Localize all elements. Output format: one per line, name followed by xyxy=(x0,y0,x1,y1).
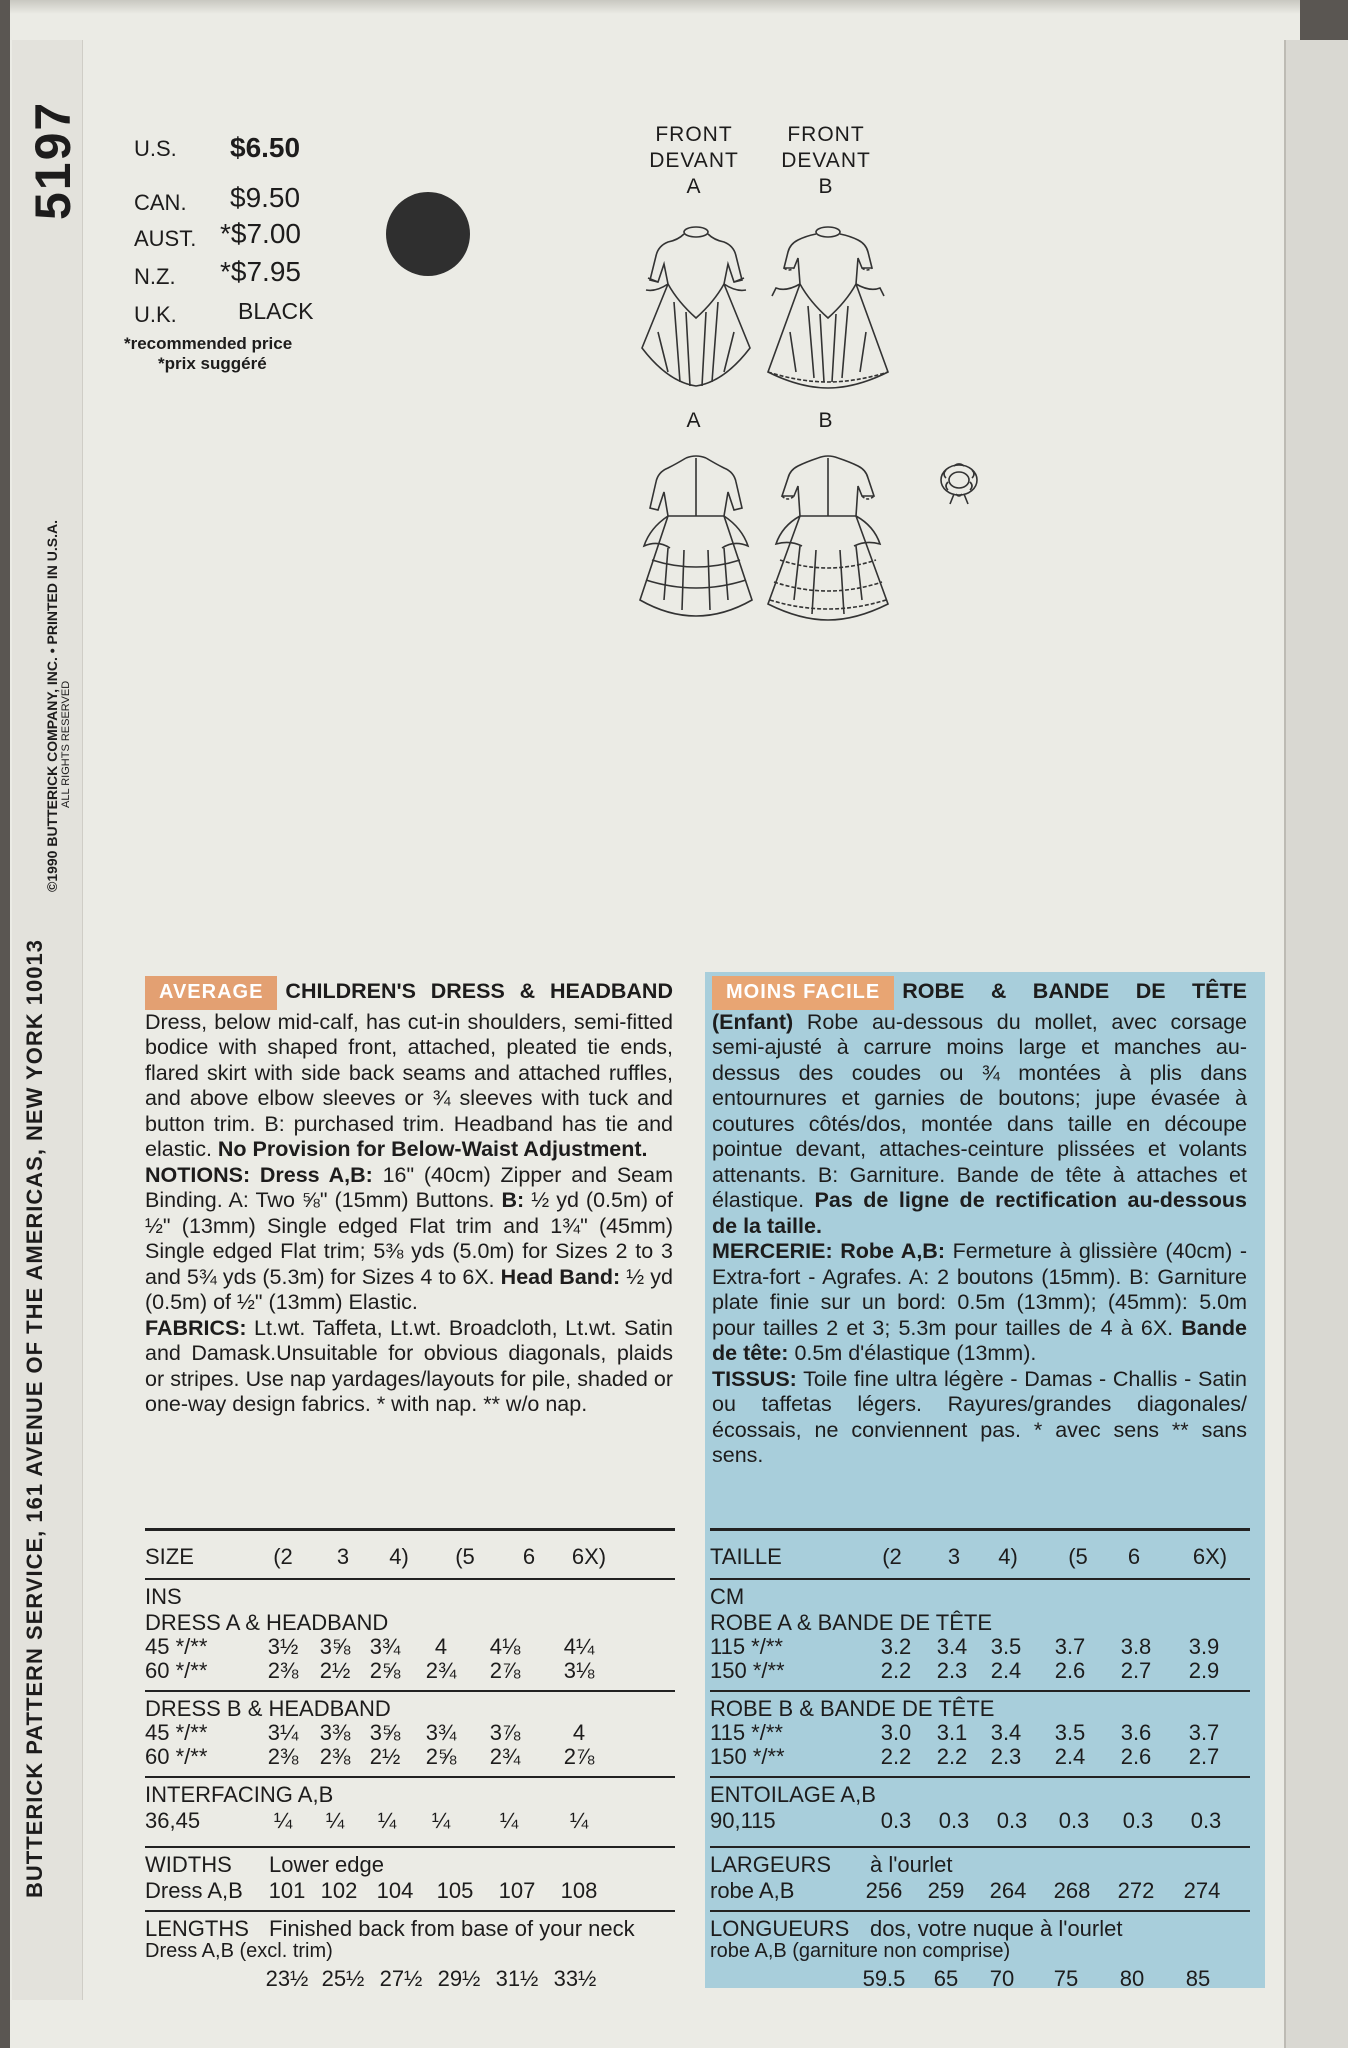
yardage-row xyxy=(710,1720,1250,1746)
value-cell: 2⅞ xyxy=(563,1744,595,1769)
copyright-line: ©1990 BUTTERICK COMPANY, INC. • PRINTED IN U.S.A. xyxy=(44,519,60,892)
view-label-front-b: FRONT DEVANT B xyxy=(781,123,871,198)
value-cell: 2½ xyxy=(369,1744,401,1769)
value-cell: 105 xyxy=(436,1878,474,1903)
chart-rule xyxy=(710,1846,1250,1848)
value-cell: 256 xyxy=(865,1878,903,1903)
yardage-row xyxy=(710,1878,1250,1904)
chart-rule xyxy=(710,1776,1250,1778)
unit-label: CM xyxy=(710,1584,745,1609)
value-cell: 0.3 xyxy=(1058,1808,1090,1833)
english-description-text: Dress, below mid-calf, has cut-in shoulders, semi-fitted bodice with shaped front, attached, pleated tie ends, flared skirt with side back seams and attached ruffles, and above elbow sleeves or ¾ sleeves with tuck and button trim. B: purchased trim. Headband has tie and elastic. xyxy=(145,1009,673,1161)
value-cell: 264 xyxy=(989,1878,1027,1903)
french-fabrics-label: TISSUS: xyxy=(712,1366,797,1391)
french-fabrics-text: Toile fine ultra légère - Damas - Challis - Satin ou taffetas légers. Rayures/grandes diagonales/écossais, ne conviennent pas. * avec sens ** sans sens. xyxy=(712,1366,1247,1467)
french-description xyxy=(712,976,1247,1469)
value-cell: 2.4 xyxy=(990,1658,1022,1683)
dress-b-front-illustration xyxy=(760,222,896,392)
value-cell: 3.8 xyxy=(1120,1634,1152,1659)
value-cell: 25½ xyxy=(321,1966,365,1991)
envelope-flap xyxy=(1284,40,1348,2048)
interfacing-label: INTERFACING A,B xyxy=(145,1782,334,1807)
chart-rule xyxy=(710,1910,1250,1912)
english-description xyxy=(145,976,673,1418)
english-notions-dress-label: Dress A,B: xyxy=(259,1162,373,1187)
value-cell: 0.3 xyxy=(880,1808,912,1833)
value-cell: 3.5 xyxy=(1054,1720,1086,1745)
size-cell: 6X) xyxy=(571,1544,607,1569)
value-cell: 3⅜ xyxy=(319,1720,351,1745)
row-label: 115 */** xyxy=(710,1720,783,1745)
value-cell: 2.9 xyxy=(1188,1658,1220,1683)
chart-rule xyxy=(710,1578,1250,1580)
value-cell: ¼ xyxy=(569,1808,589,1833)
value-cell: 108 xyxy=(560,1878,598,1903)
view-label-back-a: A xyxy=(686,409,702,432)
widths-label: WIDTHS xyxy=(145,1852,232,1877)
yardage-row xyxy=(145,1878,675,1904)
french-notions-text1: Fermeture à glissière (40cm) - Extra-fort - Agrafes. A: 2 boutons (15mm). B: Garniture plate finie sur un bord: 0.5m (13mm); (45mm): 5.0m pour tailles 2 et 3; 5.3m pour tailles de 4 à 6X. xyxy=(712,1239,1247,1340)
french-subtitle: (Enfant) xyxy=(712,1009,794,1034)
size-cell: (5 xyxy=(455,1544,475,1569)
value-cell: 2.6 xyxy=(1054,1658,1086,1683)
dress-a-back-illustration xyxy=(628,450,764,620)
value-cell: 0.3 xyxy=(1122,1808,1154,1833)
difficulty-badge-moins-facile: MOINS FACILE xyxy=(712,976,894,1010)
headband-illustration xyxy=(934,460,984,506)
difficulty-badge-average: AVERAGE xyxy=(145,976,277,1010)
view-label-front-a: FRONT DEVANT A xyxy=(649,123,739,198)
value-cell: 2.7 xyxy=(1188,1744,1220,1769)
yardage-row xyxy=(710,1658,1250,1684)
yardage-row xyxy=(145,1634,675,1660)
value-cell: 2¾ xyxy=(489,1744,521,1769)
value-cell: 102 xyxy=(320,1878,358,1903)
lengths-row-label: Dress A,B (excl. trim) xyxy=(145,1940,333,1962)
publisher-address: BUTTERICK PATTERN SERVICE, 161 AVENUE OF THE AMERICAS, NEW YORK 10013 xyxy=(22,939,47,1898)
size-cell: 6X) xyxy=(1192,1544,1228,1569)
value-cell: 2.4 xyxy=(1054,1744,1086,1769)
chart-rule xyxy=(145,1910,675,1912)
view-label-back-b: B xyxy=(818,409,834,432)
yardage-row xyxy=(710,1634,1250,1660)
size-cell: 4) xyxy=(389,1544,409,1569)
value-cell: 2.7 xyxy=(1120,1658,1152,1683)
value-cell: 3½ xyxy=(267,1634,299,1659)
entoilage-label: ENTOILAGE A,B xyxy=(710,1782,876,1807)
value-cell: 3¾ xyxy=(425,1720,457,1745)
value-cell: 2⅝ xyxy=(425,1744,457,1769)
yardage-row xyxy=(710,1966,1250,1992)
dress-a-front-illustration xyxy=(628,222,764,392)
french-notions-text2: 0.5m d'élastique (13mm). xyxy=(794,1341,1037,1365)
value-cell: 3.7 xyxy=(1188,1720,1220,1745)
longueurs-label: LONGUEURS xyxy=(710,1916,850,1941)
yardage-row xyxy=(145,1720,675,1746)
value-cell: 3¼ xyxy=(267,1720,299,1745)
dress-a-label: DRESS A & HEADBAND xyxy=(145,1610,389,1635)
chart-rule xyxy=(710,1528,1250,1531)
unit-label: INS xyxy=(145,1584,182,1609)
row-label: 90,115 xyxy=(710,1808,776,1833)
value-cell: 3.5 xyxy=(990,1634,1022,1659)
value-cell: 27½ xyxy=(379,1966,423,1991)
value-cell: 3.9 xyxy=(1188,1634,1220,1659)
chart-rule xyxy=(145,1528,675,1531)
size-cell: 3 xyxy=(336,1544,350,1569)
widths-sublabel: Lower edge xyxy=(269,1852,384,1877)
value-cell: 2⅝ xyxy=(369,1658,401,1683)
value-cell: 259 xyxy=(927,1878,965,1903)
row-label: 60 */** xyxy=(145,1744,208,1769)
dress-b-back-illustration xyxy=(760,450,896,626)
value-cell: 0.3 xyxy=(1190,1808,1222,1833)
row-label: 150 */** xyxy=(710,1744,785,1769)
chart-rule xyxy=(710,1690,1250,1692)
chart-rule xyxy=(145,1690,675,1692)
value-cell: 65 xyxy=(933,1966,959,1991)
yardage-row xyxy=(710,1808,1250,1834)
row-label: 45 */** xyxy=(145,1720,208,1745)
value-cell: 272 xyxy=(1117,1878,1155,1903)
value-cell: 3.1 xyxy=(936,1720,968,1745)
size-cell: (2 xyxy=(273,1544,293,1569)
value-cell: 3¾ xyxy=(369,1634,401,1659)
value-cell: 4 xyxy=(434,1634,448,1659)
english-fabrics-label: FABRICS: xyxy=(145,1315,247,1340)
yardage-row xyxy=(145,1966,675,1992)
value-cell: 0.3 xyxy=(996,1808,1028,1833)
english-notions-text3: ½ yd (0.5m) of ½" (13mm) Elastic. xyxy=(145,1264,673,1314)
size-cell: (5 xyxy=(1068,1544,1088,1569)
largeurs-sublabel: à l'ourlet xyxy=(870,1852,953,1877)
row-label: Dress A,B xyxy=(145,1878,243,1903)
value-cell: 3.4 xyxy=(990,1720,1022,1745)
value-cell: 23½ xyxy=(265,1966,309,1991)
value-cell: 2.2 xyxy=(880,1744,912,1769)
value-cell: 104 xyxy=(376,1878,414,1903)
yardage-row xyxy=(145,1658,675,1684)
row-label: 36,45 xyxy=(145,1808,201,1833)
french-description-text: Robe au-dessous du mollet, avec corsage semi-ajusté à carrure moins large et manches au-dessus des coudes ou ¾ montées à plis dans entournures et garnies de boutons; jupe évasée à coutures côtés/dos, montée dans taille en découpe pointue devant, attaches-ceinture plissées et volants attenants. B: Garniture. Bande de tête à attaches et élastique. xyxy=(712,1009,1247,1212)
row-label: robe A,B xyxy=(710,1878,795,1903)
value-cell: 31½ xyxy=(495,1966,539,1991)
value-cell: 2.6 xyxy=(1120,1744,1152,1769)
french-no-provision: Pas de ligne de rectification au-dessous de la taille. xyxy=(712,1188,1247,1238)
value-cell: 33½ xyxy=(553,1966,597,1991)
value-cell: ¼ xyxy=(377,1808,397,1833)
row-label: 60 */** xyxy=(145,1658,208,1683)
english-notions-b-label: B: xyxy=(501,1188,525,1212)
value-cell: ¼ xyxy=(325,1808,345,1833)
pattern-number: 5197 xyxy=(25,100,81,220)
value-cell: 2⅜ xyxy=(267,1744,299,1769)
value-cell: 3.2 xyxy=(880,1634,912,1659)
row-label: 115 */** xyxy=(710,1634,783,1659)
lengths-header xyxy=(145,1916,675,1942)
size-header-row xyxy=(710,1544,1250,1570)
price-note-en: *recommended price xyxy=(124,334,293,353)
taille-label: TAILLE xyxy=(710,1544,782,1569)
value-cell: 3.0 xyxy=(880,1720,912,1745)
value-cell: ¼ xyxy=(431,1808,451,1833)
widths-header xyxy=(145,1852,675,1878)
black-dot-marker xyxy=(386,192,470,276)
robe-a-label: ROBE A & BANDE DE TÊTE xyxy=(710,1610,993,1635)
value-cell: 2.2 xyxy=(880,1658,912,1683)
french-notions-robe-label: Robe A,B: xyxy=(840,1239,945,1263)
dress-b-label: DRESS B & HEADBAND xyxy=(145,1696,391,1721)
top-edge-shade xyxy=(10,0,1300,14)
value-cell: 85 xyxy=(1185,1966,1211,1991)
robe-b-label: ROBE B & BANDE DE TÊTE xyxy=(710,1696,995,1721)
row-label: 150 */** xyxy=(710,1658,785,1683)
value-cell: 3⅝ xyxy=(369,1720,401,1745)
value-cell: 3.7 xyxy=(1054,1634,1086,1659)
longueurs-sublabel: dos, votre nuque à l'ourlet xyxy=(870,1916,1123,1941)
value-cell: 268 xyxy=(1053,1878,1091,1903)
value-cell: 4 xyxy=(572,1720,586,1745)
size-cell: 6 xyxy=(1127,1544,1141,1569)
longueurs-header xyxy=(710,1916,1250,1942)
value-cell: 274 xyxy=(1183,1878,1221,1903)
value-cell: 107 xyxy=(498,1878,536,1903)
value-cell: 3⅞ xyxy=(489,1720,521,1745)
size-cell: 4) xyxy=(998,1544,1018,1569)
english-title: CHILDREN'S DRESS & HEADBAND xyxy=(285,979,673,1003)
size-cell: 3 xyxy=(947,1544,961,1569)
size-cell: (2 xyxy=(882,1544,902,1569)
french-title: ROBE & BANDE DE TÊTE xyxy=(902,979,1247,1003)
value-cell: 4⅛ xyxy=(489,1634,521,1659)
value-cell: 2¾ xyxy=(425,1658,457,1683)
english-no-provision: No Provision for Below-Waist Adjustment. xyxy=(217,1137,648,1161)
value-cell: 4¼ xyxy=(563,1634,595,1659)
yardage-row xyxy=(710,1744,1250,1770)
value-cell: 2½ xyxy=(319,1658,351,1683)
value-cell: 3⅝ xyxy=(319,1634,351,1659)
lengths-sublabel: Finished back from base of your neck xyxy=(269,1916,635,1941)
value-cell: 2⅜ xyxy=(267,1658,299,1683)
price-note-fr: *prix suggéré xyxy=(158,354,267,373)
size-cell: 6 xyxy=(522,1544,536,1569)
value-cell: 2.3 xyxy=(990,1744,1022,1769)
value-cell: 59.5 xyxy=(862,1966,906,1991)
english-notions-text2: ½ yd (0.5m) of ½" (13mm) Single edged Flat trim and 1¾" (45mm) Single edged Flat trim; 5⅜ yds (5.0m) for Sizes 2 to 3 and 5¾ yds (5.3m) for Sizes 4 to 6X. xyxy=(145,1188,673,1289)
yardage-row xyxy=(145,1808,675,1834)
value-cell: 70 xyxy=(989,1966,1015,1991)
size-label: SIZE xyxy=(145,1544,194,1569)
french-notions-label: MERCERIE: xyxy=(712,1239,833,1263)
french-notions-bande-label: Bande de tête: xyxy=(712,1315,1247,1365)
value-cell: ¼ xyxy=(499,1808,519,1833)
row-label: 45 */** xyxy=(145,1634,208,1659)
value-cell: 29½ xyxy=(437,1966,481,1991)
value-cell: 0.3 xyxy=(938,1808,970,1833)
rights-reserved: ALL RIGHTS RESERVED xyxy=(60,680,72,808)
value-cell: 3.4 xyxy=(936,1634,968,1659)
value-cell: ¼ xyxy=(273,1808,293,1833)
value-cell: 75 xyxy=(1053,1966,1079,1991)
yardage-chart-english xyxy=(145,1528,675,1998)
largeurs-header xyxy=(710,1852,1250,1878)
value-cell: 3.6 xyxy=(1120,1720,1152,1745)
chart-rule xyxy=(145,1578,675,1580)
chart-rule xyxy=(145,1846,675,1848)
largeurs-label: LARGEURS xyxy=(710,1852,832,1877)
yardage-chart-french xyxy=(710,1528,1250,1998)
value-cell: 3⅛ xyxy=(563,1658,595,1683)
chart-rule xyxy=(145,1776,675,1778)
value-cell: 80 xyxy=(1119,1966,1145,1991)
yardage-row xyxy=(145,1744,675,1770)
value-cell: 2⅜ xyxy=(319,1744,351,1769)
longueurs-row-label: robe A,B (garniture non comprise) xyxy=(710,1940,1011,1962)
english-notions-text1: 16" (40cm) Zipper and Seam Binding. A: Two ⅝" (15mm) Buttons. xyxy=(145,1162,673,1212)
value-cell: 2⅞ xyxy=(489,1658,521,1683)
value-cell: 2.3 xyxy=(936,1658,968,1683)
lengths-label: LENGTHS xyxy=(145,1916,249,1941)
english-notions-label: NOTIONS: xyxy=(145,1162,251,1187)
value-cell: 2.2 xyxy=(936,1744,968,1769)
value-cell: 101 xyxy=(268,1878,306,1903)
size-header-row xyxy=(145,1544,675,1570)
english-fabrics-text: Lt.wt. Taffeta, Lt.wt. Broadcloth, Lt.wt. Satin and Damask.Unsuitable for obvious diagonals, plaids or stripes. Use nap yardages/layouts for pile, shaded or one-way design fabrics. * with nap. ** w/o nap. xyxy=(145,1315,673,1416)
english-notions-headband-label: Head Band: xyxy=(500,1264,621,1289)
